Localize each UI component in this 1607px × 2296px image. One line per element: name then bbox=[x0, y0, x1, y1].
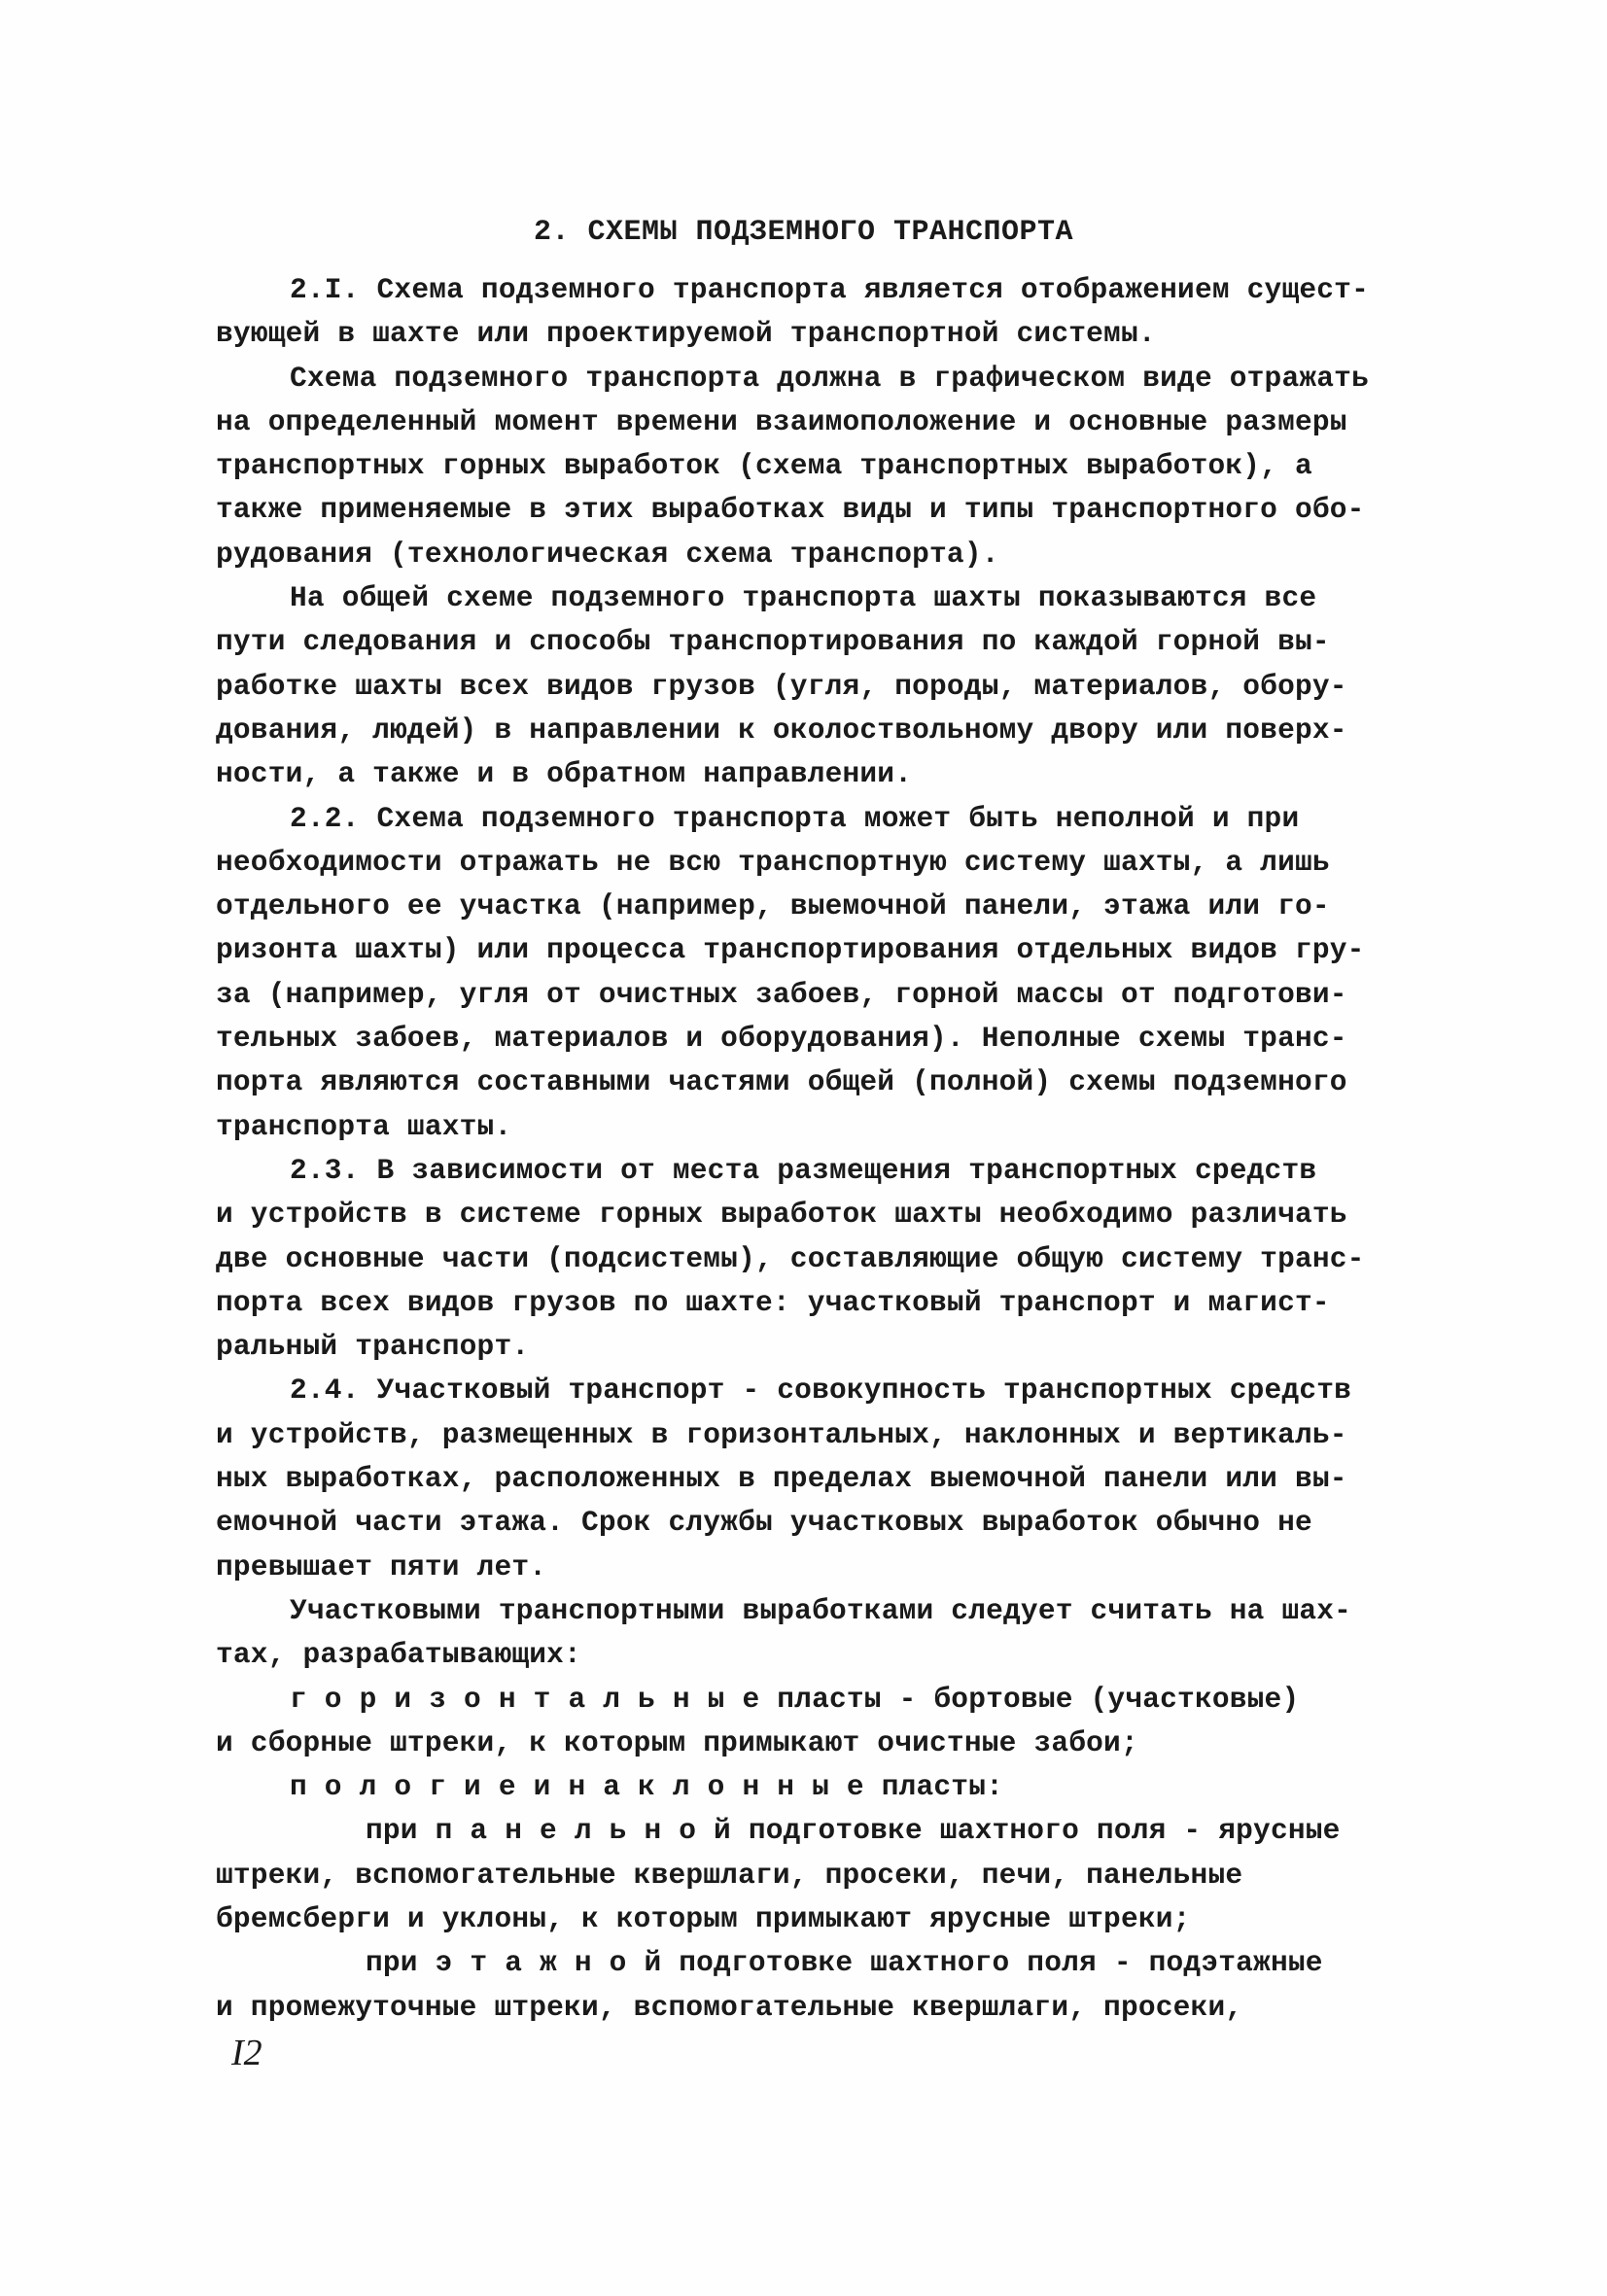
text-line: превышает пяти лет. bbox=[216, 1549, 547, 1583]
text-line: ризонта шахты) или процесса транспортирования отдельных видов гру- bbox=[216, 933, 1365, 967]
text-line: транспортных горных выработок (схема транспортных выработок), а bbox=[216, 449, 1312, 483]
text-line: Схема подземного транспорта должна в графическом виде отражать bbox=[290, 361, 1369, 395]
text-line: отдельного ее участка (например, выемочной панели, этажа или го- bbox=[216, 889, 1330, 923]
text-line: ности, а также и в обратном направлении. bbox=[216, 757, 913, 791]
text-line: 2.2. Схема подземного транспорта может быть неполной и при bbox=[290, 801, 1300, 835]
text-line: также применяемые в этих выработках виды и типы транспортного обо- bbox=[216, 493, 1365, 527]
section-title: 2. СХЕМЫ ПОДЗЕМНОГО ТРАНСПОРТА bbox=[533, 216, 1074, 249]
text-line: 2.3. В зависимости от места размещения транспортных средств bbox=[290, 1153, 1317, 1187]
text-line: тах, разрабатывающих: bbox=[216, 1638, 581, 1672]
text-line: порта всех видов грузов по шахте: участковый транспорт и магист- bbox=[216, 1285, 1330, 1319]
text-line: ных выработках, расположенных в пределах выемочной панели или вы- bbox=[216, 1462, 1347, 1496]
text-line: Участковыми транспортными выработками следует считать на шах- bbox=[290, 1593, 1352, 1627]
text-line: 2.4. Участковый транспорт - совокупность транспортных средств bbox=[290, 1374, 1352, 1408]
text-line: пути следования и способы транспортирования по каждой горной вы- bbox=[216, 625, 1330, 659]
text-line: бремсберги и уклоны, к которым примыкают ярусные штреки; bbox=[216, 1901, 1191, 1935]
text-line: штреки, вспомогательные квершлаги, просеки, печи, панельные bbox=[216, 1858, 1243, 1892]
text-line: ральный транспорт. bbox=[216, 1330, 530, 1364]
text-line: емочной части этажа. Срок службы участковых выработок обычно не bbox=[216, 1506, 1312, 1540]
text-line: транспорта шахты. bbox=[216, 1109, 512, 1143]
text-line: работке шахты всех видов грузов (угля, породы, материалов, обору- bbox=[216, 669, 1347, 703]
text-line: рудования (технологическая схема транспорта). bbox=[216, 537, 999, 571]
text-line: порта являются составными частями общей (полной) схемы подземного bbox=[216, 1065, 1347, 1099]
text-line: при п а н е л ь н о й подготовке шахтного поля - ярусные bbox=[366, 1814, 1341, 1848]
text-line: тельных забоев, материалов и оборудования). Неполные схемы транс- bbox=[216, 1022, 1347, 1056]
text-line: за (например, угля от очистных забоев, горной массы от подготови- bbox=[216, 977, 1347, 1011]
text-line: На общей схеме подземного транспорта шахты показываются все bbox=[290, 581, 1317, 615]
text-line: п о л о г и е и н а к л о н н ы е пласты: bbox=[290, 1770, 1004, 1804]
text-line: и устройств, размещенных в горизонтальных, наклонных и вертикаль- bbox=[216, 1417, 1347, 1451]
page-number: I2 bbox=[231, 2033, 262, 2073]
text-line: две основные части (подсистемы), составляющие общую систему транс- bbox=[216, 1241, 1365, 1275]
text-line: 2.I. Схема подземного транспорта является отображением сущест- bbox=[290, 273, 1369, 306]
text-line: необходимости отражать не всю транспортную систему шахты, а лишь bbox=[216, 845, 1330, 879]
text-line: и сборные штреки, к которым примыкают очистные забои; bbox=[216, 1725, 1138, 1759]
text-line: дования, людей) в направлении к околоствольному двору или поверх- bbox=[216, 713, 1347, 747]
text-line: вующей в шахте или проектируемой транспортной системы. bbox=[216, 317, 1156, 351]
text-line: и устройств в системе горных выработок шахты необходимо различать bbox=[216, 1198, 1347, 1232]
body-text bbox=[216, 268, 1419, 2030]
text-line: при э т а ж н о й подготовке шахтного поля - подэтажные bbox=[366, 1946, 1323, 1980]
text-line: и промежуточные штреки, вспомогательные квершлаги, просеки, bbox=[216, 1990, 1243, 2024]
text-line: на определенный момент времени взаимоположение и основные размеры bbox=[216, 404, 1347, 438]
text-line: г о р и з о н т а л ь н ы е пласты - бортовые (участковые) bbox=[290, 1682, 1300, 1716]
